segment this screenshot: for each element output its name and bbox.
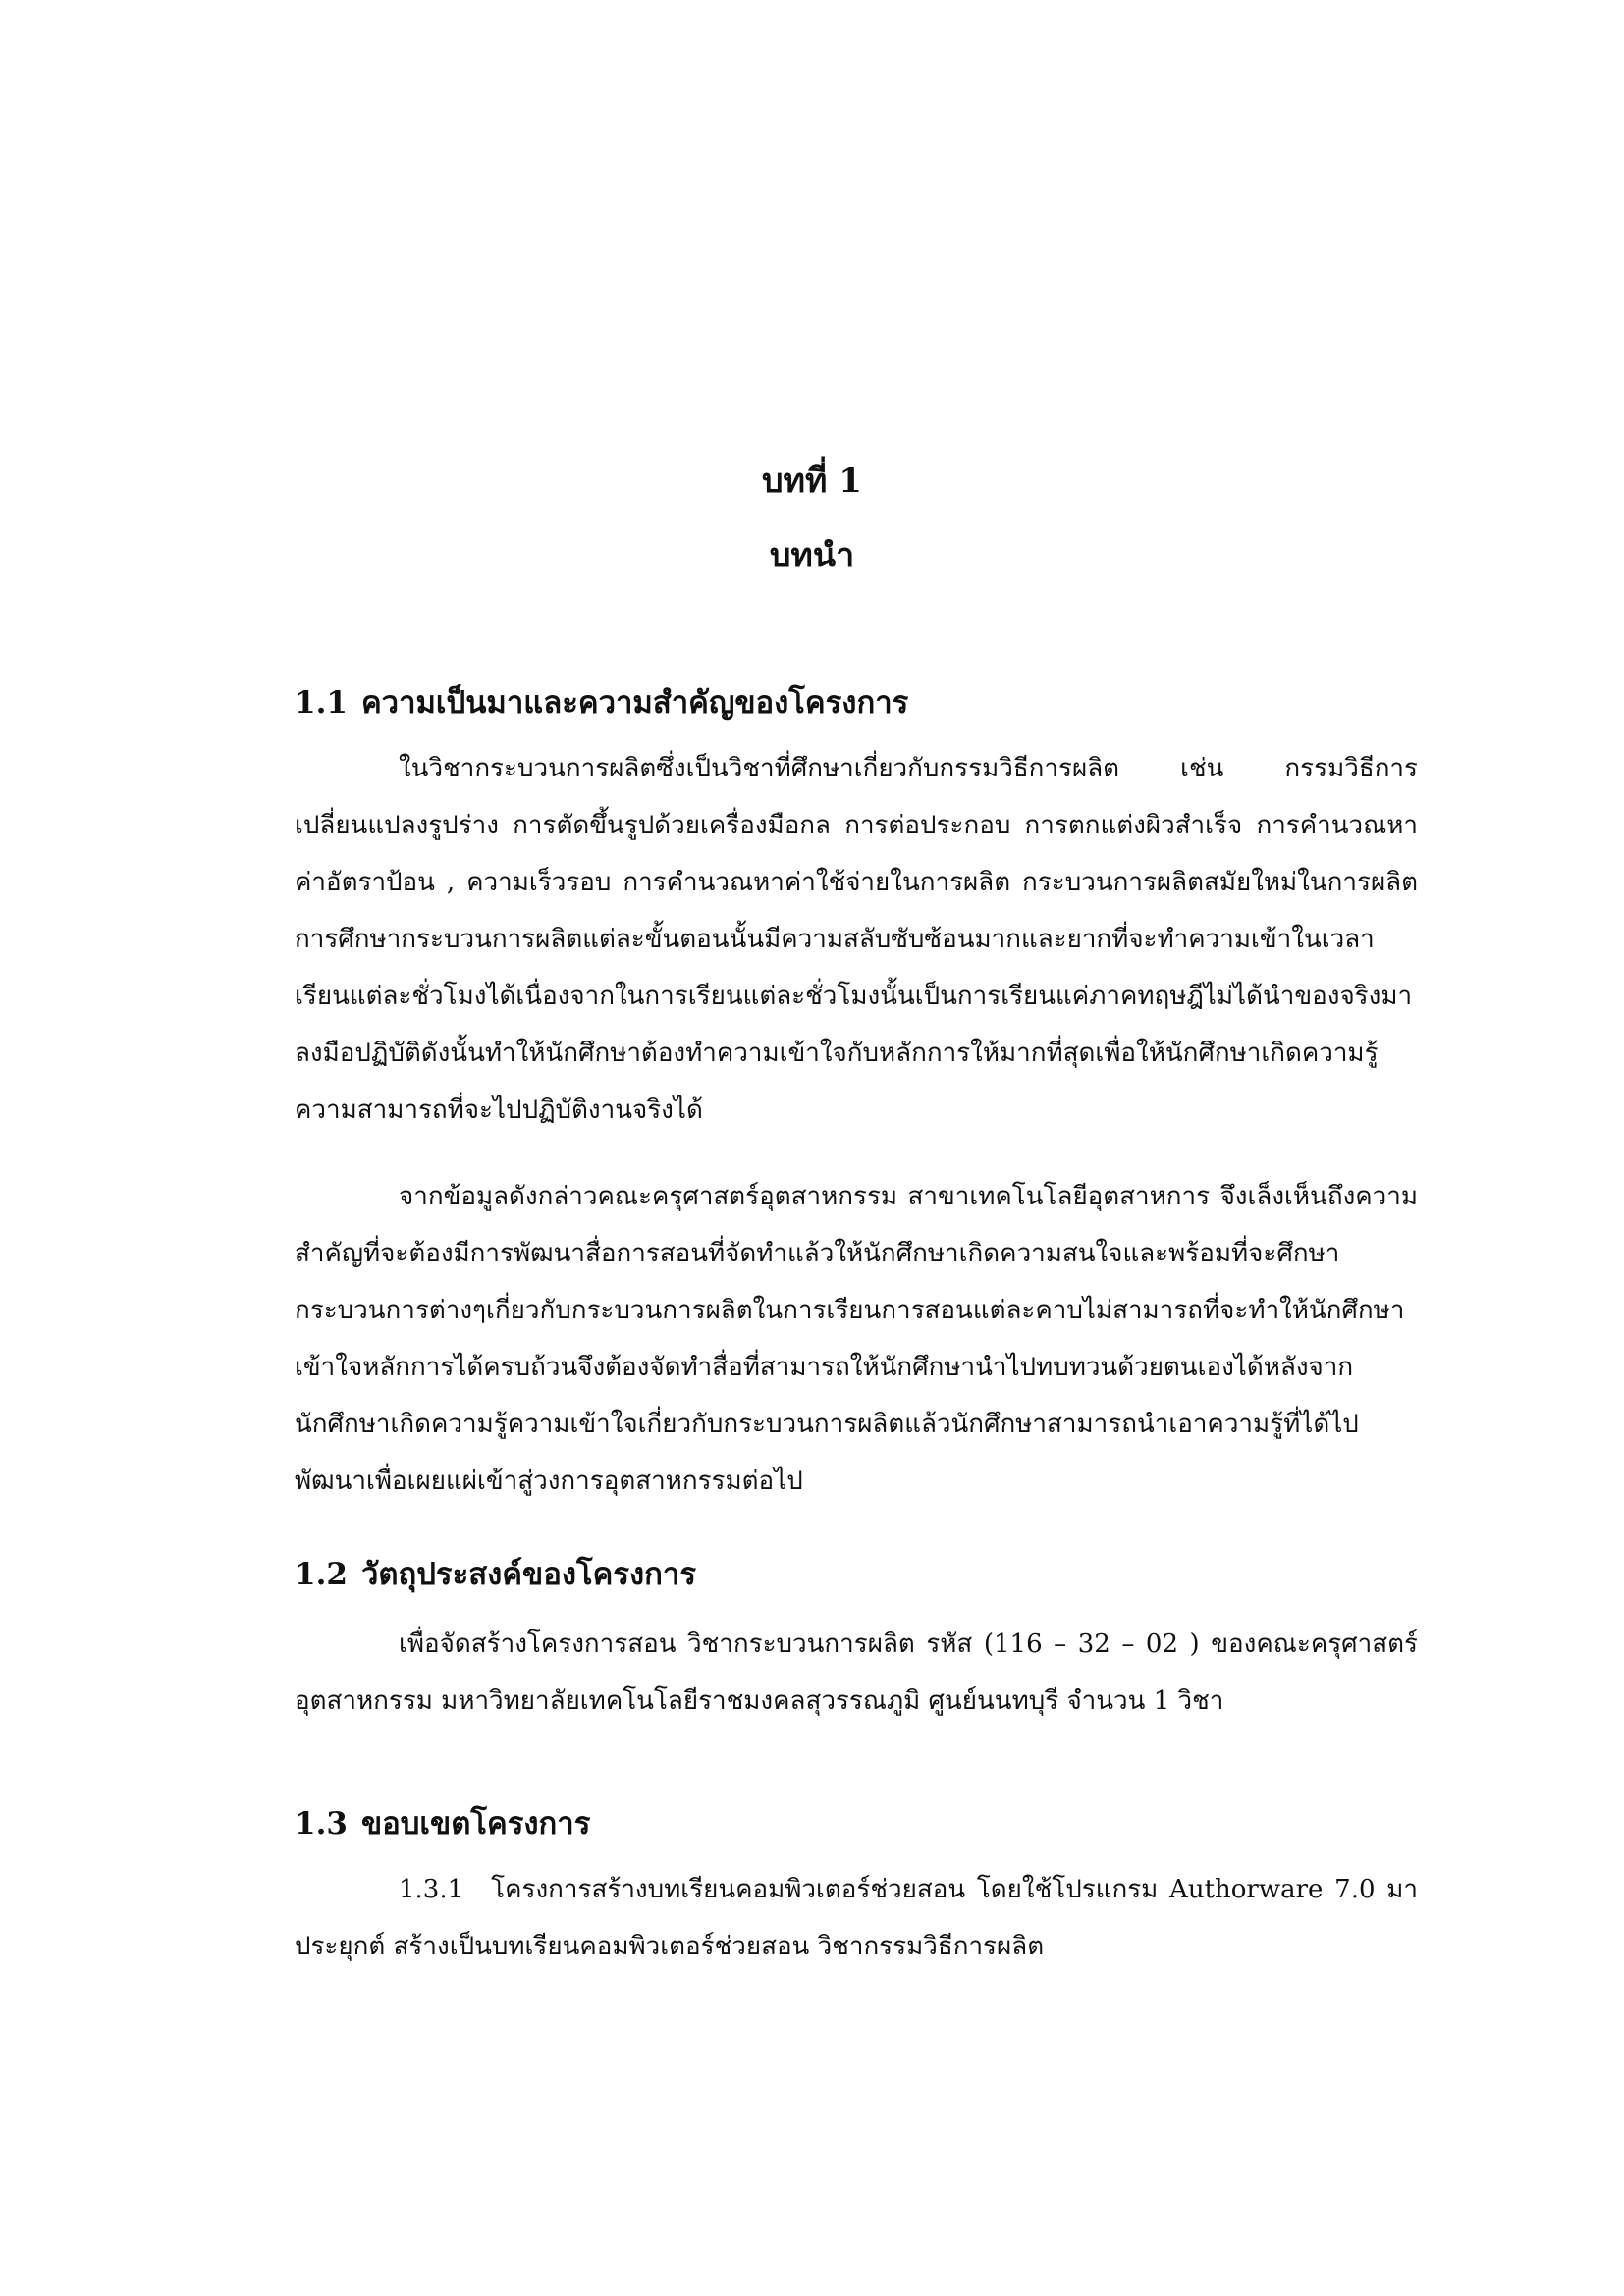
paragraph [295,1168,1418,1510]
paragraph-text: ในวิชากระบวนการผลิตซึ่งเป็นวิชาที่ศึกษาเกี่ยวกับกรรมวิธีการผลิต เช่น กรรมวิธีการเปลี่ยนแปลงรูปร่าง การตัดขึ้นรูปด้วยเครื่องมือกล การต่อประกอบ การตกแต่งผิวสำเร็จ การคำนวณหาค่าอัตราป้อน , ความเร็วรอบ การคำนวณหาค่าใช้จ่ายในการผลิต กระบวนการผลิตสมัยใหม่ในการผลิต การศึกษากระบวนการผลิตแต่ละขั้นตอนนั้นมีความสลับซับซ้อนมากและยากที่จะทำความเข้าในเวลาเรียนแต่ละชั่วโมงได้เนื่องจากในการเรียนแต่ละชั่วโมงนั้นเป็นการเรียนแค่ภาคทฤษฎีไม่ได้นำของจริงมาลงมือปฏิบัติดังนั้นทำให้นักศึกษาต้องทำความเข้าใจกับหลักการให้มากที่สุดเพื่อให้นักศึกษาเกิดความรู้ความสามารถที่จะไปปฏิบัติงานจริงได้ [295,754,1418,1125]
paragraph [295,1616,1418,1730]
section-title: ขอบเขตโครงการ [360,1806,591,1842]
paragraph-text: จากข้อมูลดังกล่าวคณะครุศาสตร์อุตสาหกรรม สาขาเทคโนโลยีอุตสาหการ จึงเล็งเห็นถึงความสำคัญที่จะต้องมีการพัฒนาสื่อการสอนที่จัดทำแล้วให้นักศึกษาเกิดความสนใจและพร้อมที่จะศึกษากระบวนการต่างๆเกี่ยวกับกระบวนการผลิตในการเรียนการสอนแต่ละคาบไม่สามารถที่จะทำให้นักศึกษาเข้าใจหลักการได้ครบถ้วนจึงต้องจัดทำสื่อที่สามารถให้นักศึกษานำไปทบทวนด้วยตนเองได้หลังจากนักศึกษาเกิดความรู้ความเข้าใจเกี่ยวกับกระบวนการผลิตแล้วนักศึกษาสามารถนำเอาความรู้ที่ได้ไปพัฒนาเพื่อเผยแผ่เข้าสู่วงการอุตสาหกรรมต่อไป [295,1182,1418,1496]
section-title: วัตถุประสงค์ของโครงการ [360,1557,696,1592]
paragraph-text: เพื่อจัดสร้างโครงการสอน วิชากระบวนการผลิต รหัส (116 – 32 – 02 ) ของคณะครุศาสตร์อุตสาหกรรม มหาวิทยาลัยเทคโนโลยีราชมงคลสุวรรณภูมิ ศูนย์นนทบุรี จำนวน 1 วิชา [295,1629,1418,1716]
paragraph [295,740,1418,1139]
section-number: 1.3 [295,1806,348,1842]
list-item [295,1861,1418,1975]
chapter-number: บทที่ 1 [762,461,862,501]
list-item-text: โครงการสร้างบทเรียนคอมพิวเตอร์ช่วยสอน โดยใช้โปรแกรม Authorware 7.0 มาประยุกต์ สร้างเป็นบทเรียนคอมพิวเตอร์ช่วยสอน วิชากรรมวิธีการผลิต [295,1875,1418,1961]
section-heading-1-3 [295,1804,590,1843]
section-number: 1.2 [295,1557,348,1592]
section-title: ความเป็นมาและความสำคัญของโครงการ [360,685,909,721]
subsection-number: 1.3.1 [399,1875,464,1904]
section-heading-1-2 [295,1555,696,1594]
section-heading-1-1 [295,683,908,722]
chapter-title: บทนำ [769,536,855,575]
section-number: 1.1 [295,685,348,721]
